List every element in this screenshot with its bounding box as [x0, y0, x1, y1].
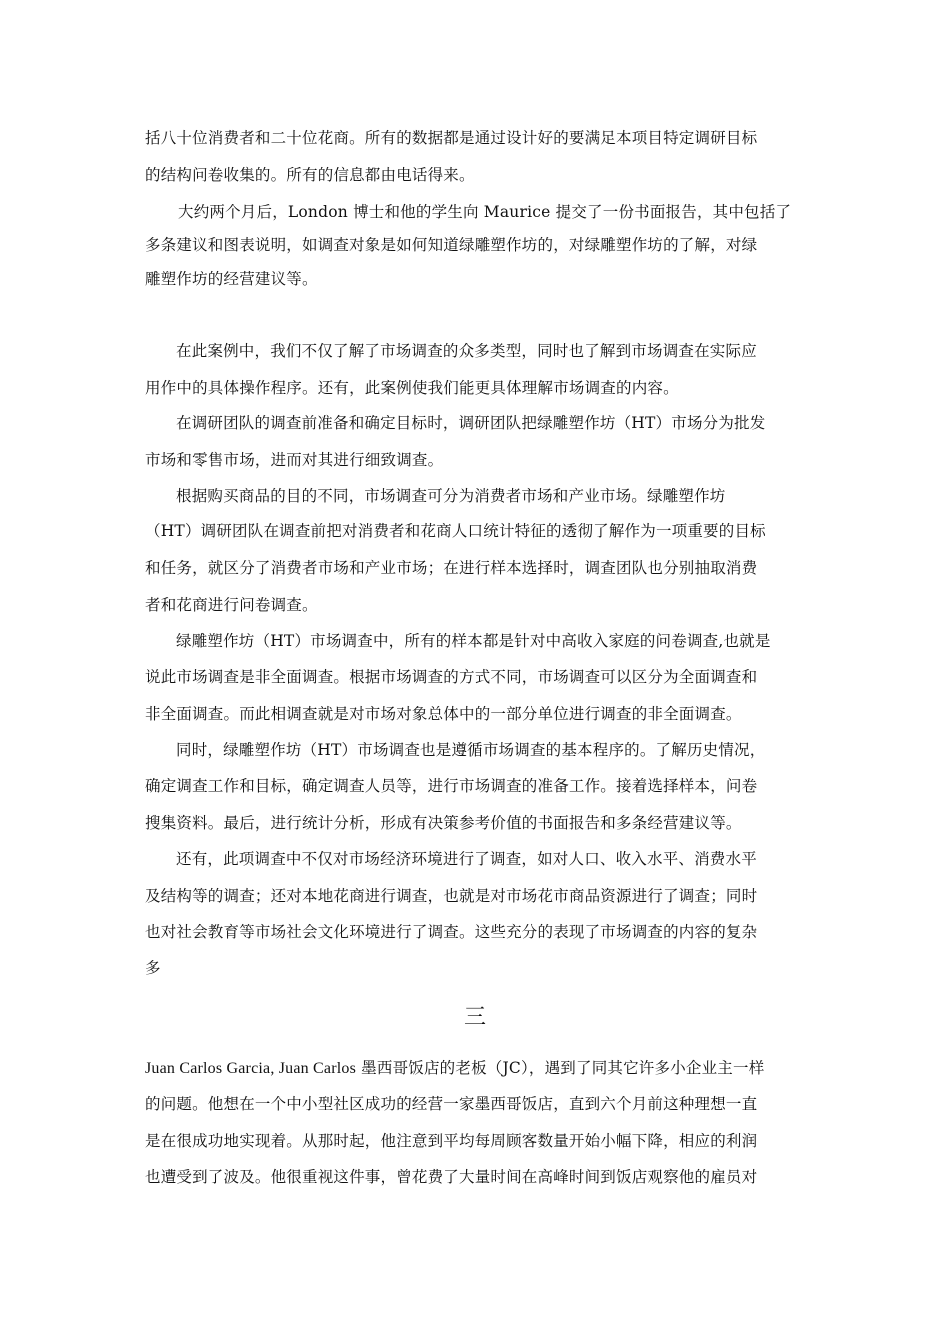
latin-name-text: Juan Carlos Garcia, Juan Carlos — [145, 1060, 357, 1077]
body-text-line: 也遭受到了波及。他很重视这件事，曾花费了大量时间在高峰时间到饭店观察他的雇员对 — [145, 1168, 758, 1186]
body-text-line: 说此市场调查是非全面调查。根据市场调查的方式不同，市场调查可以区分为全面调查和 — [145, 668, 758, 686]
body-text-line: 绿雕塑作坊（HT）市场调查中，所有的样本都是针对中高收入家庭的问卷调查,也就是 — [176, 632, 771, 650]
body-text-line: （HT）调研团队在调查前把对消费者和花商人口统计特征的透彻了解作为一项重要的目标 — [145, 522, 766, 540]
body-text-line — [145, 1058, 815, 1079]
body-text-line: 和任务，就区分了消费者市场和产业市场；在进行样本选择时，调查团队也分别抽取消费 — [145, 559, 758, 577]
body-text-line: 搜集资料。最后，进行统计分析，形成有决策参考价值的书面报告和多条经营建议等。 — [145, 814, 742, 832]
body-text-line: 的问题。他想在一个中小型社区成功的经营一家墨西哥饭店，直到六个月前这种理想一直 — [145, 1095, 758, 1113]
body-text-span: 墨西哥饭店的老板（JC），遇到了同其它许多小企业主一样 — [356, 1059, 765, 1077]
body-text-line: 还有，此项调查中不仅对市场经济环境进行了调查，如对人口、收入水平、消费水平 — [176, 850, 757, 868]
body-text-line: 是在很成功地实现着。从那时起，他注意到平均每周顾客数量开始小幅下降，相应的利润 — [145, 1132, 758, 1150]
body-text-line: 也对社会教育等市场社会文化环境进行了调查。这些充分的表现了市场调查的内容的复杂 — [145, 923, 758, 941]
body-text-line: 雕塑作坊的经营建议等。 — [145, 270, 318, 288]
body-text-line: 多条建议和图表说明，如调查对象是如何知道绿雕塑作坊的，对绿雕塑作坊的了解，对绿 — [145, 236, 758, 254]
body-text-line: 大约两个月后，London 博士和他的学生向 Maurice 提交了一份书面报告，其中包括了 — [178, 203, 792, 221]
body-text-line: 者和花商进行问卷调查。 — [145, 596, 318, 614]
body-text-line: 多 — [145, 959, 161, 977]
body-text-line: 用作中的具体操作程序。还有，此案例使我们能更具体理解市场调查的内容。 — [145, 379, 679, 397]
body-text-line: 非全面调查。而此相调查就是对市场对象总体中的一部分单位进行调查的非全面调查。 — [145, 705, 742, 723]
body-text-line: 市场和零售市场，进而对其进行细致调查。 — [145, 451, 444, 469]
section-heading: 三 — [463, 1005, 486, 1030]
body-text-line: 的结构问卷收集的。所有的信息都由电话得来。 — [145, 166, 475, 184]
body-text-line: 确定调查工作和目标，确定调查人员等，进行市场调查的准备工作。接着选择样本，问卷 — [145, 777, 758, 795]
body-text-line: 在此案例中，我们不仅了解了市场调查的众多类型，同时也了解到市场调查在实际应 — [176, 342, 757, 360]
body-text-line: 括八十位消费者和二十位花商。所有的数据都是通过设计好的要满足本项目特定调研目标 — [145, 129, 758, 147]
body-text-line: 及结构等的调查；还对本地花商进行调查，也就是对市场花市商品资源进行了调查；同时 — [145, 887, 758, 905]
body-text-line: 在调研团队的调查前准备和确定目标时，调研团队把绿雕塑作坊（HT）市场分为批发 — [176, 414, 766, 432]
body-text-line: 根据购买商品的目的不同，市场调查可分为消费者市场和产业市场。绿雕塑作坊 — [176, 487, 726, 505]
body-text-line: 同时，绿雕塑作坊（HT）市场调查也是遵循市场调查的基本程序的。了解历史情况， — [176, 741, 766, 759]
